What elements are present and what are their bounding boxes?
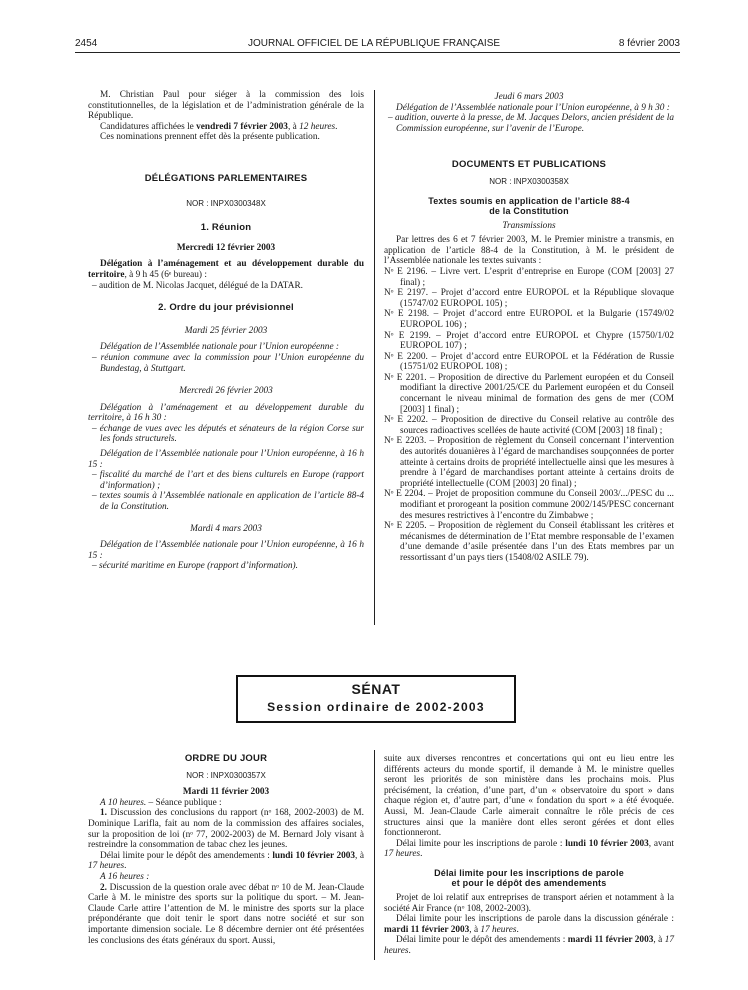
documents-nor: NOR : INPX0300358X: [489, 176, 569, 186]
delai-subtitle: Délai limite pour les inscriptions de parole et pour le dépôt des amendements: [434, 867, 624, 888]
ordre-p4: A 16 heures :: [100, 871, 150, 882]
left-column: [88, 90, 364, 572]
intro-paragraph-1: M. Christian Paul pour siéger à la commission des lois constitutionnelles, de la législation et de l’administration générale de la République.: [88, 90, 364, 122]
reunion-item: – audition de M. Nicolas Jacquet, délégué de la DATAR.: [92, 280, 303, 291]
intro-paragraph-3: Ces nominations prennent effet dès la présente publication.: [100, 132, 320, 143]
ordre-title: 2. Ordre du jour prévisionnel: [158, 302, 294, 314]
bottom-right-p3: Projet de loi relatif aux entreprises de transport aérien et notamment à la société Air France (nᵒ 108, 2002-2003).: [384, 892, 674, 914]
right-column: [384, 92, 674, 564]
item-4: – sécurité maritime en Europe (rapport d’information).: [92, 561, 298, 572]
delegations-nor: NOR : INPX0300348X: [186, 198, 266, 208]
journal-title: JOURNAL OFFICIEL DE LA RÉPUBLIQUE FRANÇAISE: [247, 38, 501, 49]
entry-item: Nᵒ E 2200. – Projet d’accord entre EUROPOL et la Fédération de Russie (15751/02 EUROPOL 108) ;: [384, 351, 674, 373]
header-rule: [75, 52, 680, 53]
reunion-date: Mercredi 12 février 2003: [176, 242, 276, 253]
reunion-title: 1. Réunion: [200, 222, 252, 234]
bottom-right-column: [384, 754, 674, 957]
reunion-delegation: Délégation à l’aménagement et au développement durable du territoire, à 9 h 45 (6ᵉ bureau) :: [88, 259, 364, 280]
delegation-amenagement-26: Délégation à l’aménagement et au développement durable du territoire, à 16 h 30 :: [88, 402, 364, 424]
entry-item: Nᵒ E 2198. – Projet d’accord entre EUROPOL et la Bulgarie (15749/02 EUROPOL 106) ;: [384, 309, 674, 330]
delegation-ue-25: Délégation de l’Assemblée nationale pour l’Union européenne :: [100, 342, 339, 353]
senat-box: [236, 675, 516, 723]
column-divider: [374, 90, 375, 625]
ordre-du-jour-title: ORDRE DU JOUR: [184, 753, 268, 764]
delegations-title: DÉLÉGATIONS PARLEMENTAIRES: [144, 172, 308, 184]
entries-list: [384, 267, 674, 564]
ordre-p5: 2. Discussion de la question orale avec débat nᵒ 10 de M. Jean-Claude Carle à M. le ministre des sports sur la politique du sport. – M. Jean-Claude Carle attire l’attention de M. le ministre des sports sur la place prépondérante que doit tenir le sport dans notre société et sur son importante dimension sociale. Le 8 décembre dernier ont été présentées les conclusions des états généraux du sport. Aussi,: [88, 882, 364, 946]
page-number: 2454: [75, 38, 98, 49]
documents-title: DOCUMENTS ET PUBLICATIONS: [451, 159, 607, 171]
delegation-ue-26: Délégation de l’Assemblée nationale pour l’Union européenne, à 16 h 15 :: [88, 449, 364, 470]
bottom-right-p5: Délai limite pour le dépôt des amendements : mardi 11 février 2003, à 17 heures.: [384, 935, 674, 956]
ordre-p2: 1. Discussion des conclusions du rapport (nᵒ 168, 2002-2003) de M. Dominique Larifla, fait au nom de la commission des affaires sociales, sur la proposition de loi (nᵒ 77, 2002-2003) de M. Bernard Joly visant à restreindre la consommation de tabac chez les jeunes.: [88, 808, 364, 851]
item-6: – audition, ouverte à la presse, de M. Jacques Delors, ancien président de la Commission européenne, sur l’avenir de l’Europe.: [388, 113, 674, 134]
delegation-ue-4: Délégation de l’Assemblée nationale pour l’Union européenne, à 16 h 15 :: [88, 540, 364, 561]
entry-item: Nᵒ E 2205. – Proposition de règlement du Conseil établissant les critères et mécanismes de détermination de l’Etat membre responsable de l’examen d’une demande d’asile présentée dans l’un des Etats membres par un ressortissant d’un pays tiers (15408/02 ASILE 79).: [384, 521, 674, 563]
senat-title: SÉNAT: [351, 681, 401, 697]
bottom-right-p2: Délai limite pour les inscriptions de parole : lundi 10 février 2003, avant 17 heures.: [384, 838, 674, 860]
entry-item: Nᵒ E 2204. – Projet de proposition commune du Conseil 2003/.../PESC du ... modifiant et prorogeant la position commune 2002/145/PESC concernant des mesures restrictives à l’encontre du Zimbabwe ;: [384, 489, 674, 521]
delegation-ue-6: Délégation de l’Assemblée nationale pour l’Union européenne, à 9 h 30 :: [396, 102, 670, 113]
entry-item: Nᵒ E 2196. – Livre vert. L’esprit d’entreprise en Europe (COM [2003] 27 final) ;: [384, 266, 674, 288]
date-26-fevrier: Mercredi 26 février 2003: [179, 386, 273, 397]
entry-item: Nᵒ E 2199. – Projet d’accord entre EUROPOL et Chypre (15750/1/02 EUROPOL 107) ;: [384, 330, 674, 352]
item-26b: – fiscalité du marché de l’art et des biens culturels en Europe (rapport d’information) ;: [92, 470, 364, 491]
session-title: Session ordinaire de 2002-2003: [267, 700, 485, 714]
item-25: – réunion commune avec la commission pour l’Union européenne du Bundestag, à Stuttgart.: [92, 352, 364, 374]
issue-date: 8 février 2003: [618, 38, 680, 49]
ordre-p3: Délai limite pour le dépôt des amendements : lundi 10 février 2003, à 17 heures.: [88, 850, 364, 872]
transmissions-intro: Par lettres des 6 et 7 février 2003, M. le Premier ministre a transmis, en application de l’article 88-4 de la Constitution, à M. le président de l’Assemblée nationale les textes suivants :: [384, 235, 674, 267]
entry-item: Nᵒ E 2202. – Proposition de directive du Conseil relative au contrôle des sources radioactives scellées de haute activité (COM [2003] 18 final) ;: [384, 415, 674, 436]
textes-title: Textes soumis en application de l’article 88-4 de la Constitution: [428, 195, 630, 216]
bottom-right-p1: suite aux diverses rencontres et concertations qui ont eu lieu entre les différents acteurs du monde sportif, il demande à M. le ministre quelles seront les priorités de son ministère dans les prochains mois. Plus précisément, la création, d’une part, d’un « observatoire du sport » dans chaque région et, d’autre part, d’une « fondation du sport » a été évoquée. Aussi, M. Jean-Claude Carle aimerait connaître le rôle précis de ces structures ainsi que la manière dont elles seront gérées et dont elles fonctionneront.: [384, 754, 674, 839]
date-4-mars: Mardi 4 mars 2003: [190, 523, 262, 534]
entry-item: Nᵒ E 2203. – Proposition de règlement du Conseil concernant l’intervention des autorités douanières à l’égard de marchandises soupçonnées de porter atteinte à certains droits de propriété intellectuelle ainsi que les mesures à prendre à l’égard de marchandises portant atteinte à certains droits de propriété intellectuelle (COM [2003] 20 final) ;: [384, 436, 674, 489]
ordre-p1: A 10 heures. – Séance publique :: [100, 797, 222, 808]
intro-paragraph-2: Candidatures affichées le vendredi 7 février 2003, à 12 heures.: [100, 121, 338, 132]
ordre-du-jour-nor: NOR : INPX0300357X: [186, 770, 266, 780]
item-26a: – échange de vues avec les députés et sénateurs de la région Corse sur les fonds structurels.: [92, 423, 364, 445]
bottom-column-divider: [374, 750, 375, 960]
ordre-du-jour-date: Mardi 11 février 2003: [182, 787, 270, 798]
item-26c: – textes soumis à l’Assemblée nationale en application de l’article 88-4 de la Constitution.: [92, 491, 364, 513]
date-6-mars: Jeudi 6 mars 2003: [494, 92, 564, 102]
entry-item: Nᵒ E 2197. – Projet d’accord entre EUROPOL et la République slovaque (15747/02 EUROPOL 105) ;: [384, 288, 674, 309]
bottom-left-column: [88, 754, 364, 946]
date-25-fevrier: Mardi 25 février 2003: [184, 325, 268, 336]
entry-item: Nᵒ E 2201. – Proposition de directive du Parlement européen et du Conseil modifiant la directive 2001/25/CE du Parlement européen et du Conseil concernant le niveau minimal de formation des gens de mer (COM [2003] 1 final) ;: [384, 372, 674, 415]
bottom-right-p4: Délai limite pour les inscriptions de parole dans la discussion générale : mardi 11 février 2003, à 17 heures.: [384, 914, 674, 935]
transmissions-label: Transmissions: [502, 220, 556, 231]
